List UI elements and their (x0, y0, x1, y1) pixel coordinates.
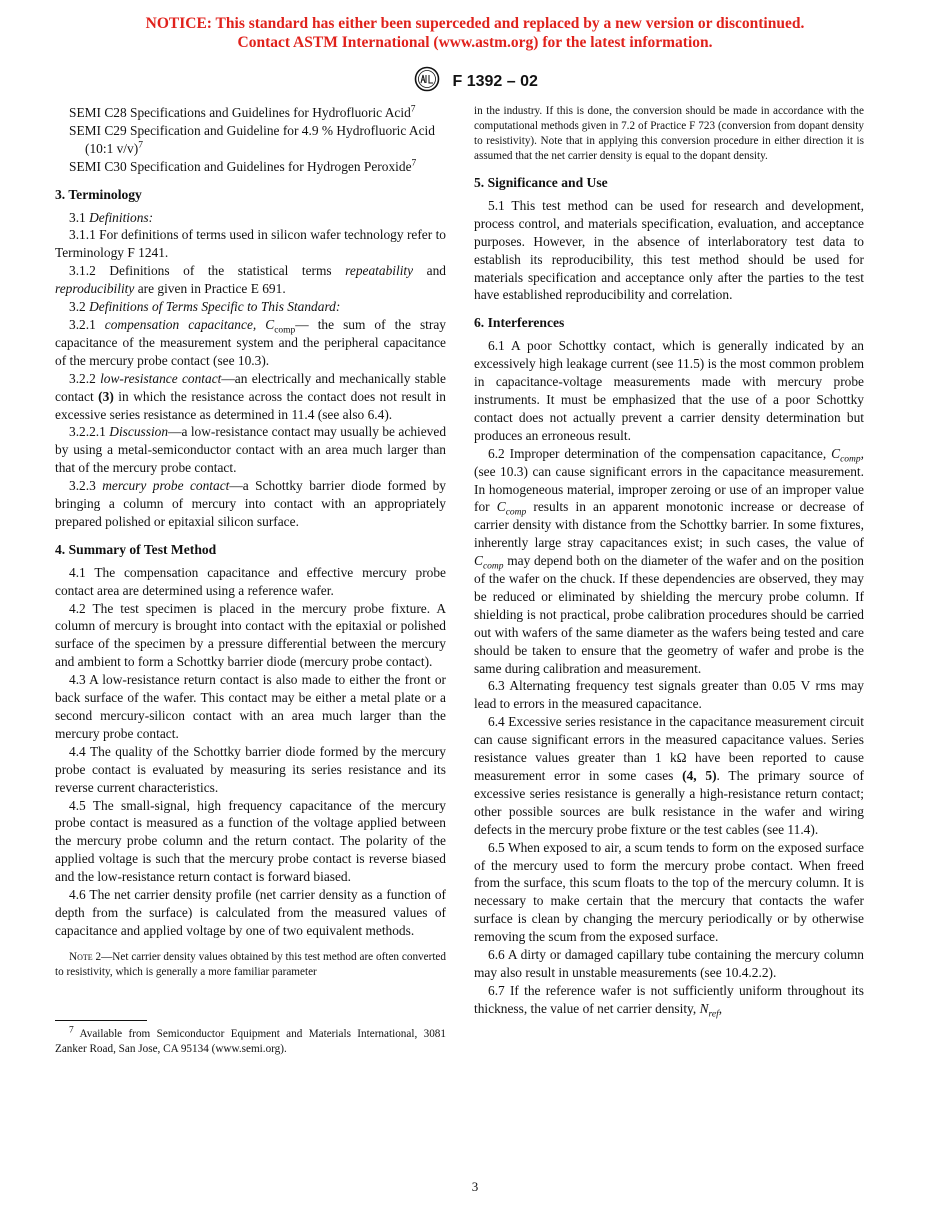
section-heading-interferences: 6. Interferences (474, 315, 565, 331)
paragraph-3-1-2: 3.1.2 Definitions of the statistical terms repeatability and reproducibility are given in Practice E 691. (55, 263, 446, 297)
paragraph-4-2: 4.2 The test specimen is placed in the mercury probe fixture. A column of mercury is brought into contact with the epitaxial or polished surface of the specimen by a pressure differential between the mercury and ambient to form a Schottky barrier diode (mercury probe contact). (55, 600, 446, 670)
paragraph-4-4: 4.4 The quality of the Schottky barrier diode formed by the mercury probe contact is evaluated by measuring its series resistance and its reverse current characteristics. (55, 743, 446, 795)
paragraph-6-1: 6.1 A poor Schottky contact, which is generally indicated by an excessively high leakage current (see 11.5) is the most common problem in capacitance-voltage measurements made with mercury probe instruments. It must be emphasized that the use of a poor Schottky contact does not actually prevent a carrier density determination but produces an erroneous result. (474, 338, 864, 443)
left-column (55, 104, 446, 1057)
section-heading-terminology: 3. Terminology (55, 186, 142, 202)
paragraph-4-6: 4.6 The net carrier density profile (net carrier density as a function of depth from the surface) is calculated from the measured values of capacitance and applied voltage by one of two equivalent methods. (55, 887, 446, 938)
paragraph-3-2-2-1: 3.2.2.1 Discussion—a low-resistance contact may usually be achieved by using a metal-semiconductor contact with an area much larger than that of the mercury probe contact. (55, 424, 447, 476)
reference-item: SEMI C28 Specifications and Guidelines for Hydrofluoric Acid$^7$ (69, 104, 416, 120)
paragraph-4-3: 4.3 A low-resistance return contact is also made to either the front or back surface of the wafer. This contact may be either a metal plate or a second mercury-silicon contact with an area much larger than the mercury probe contact. (55, 672, 446, 741)
paragraph-3-2-1: 3.2.1 compensation capacitance, $C_{comp}—$ the sum of the stray capacitance of the measurement system and the peripheral capacitance of the mercury probe contact (see 10.3). (55, 316, 446, 368)
standard-designation: F 1392 – 02 (452, 72, 538, 90)
document-header (0, 66, 950, 97)
paragraph-3-2-2: 3.2.2 low-resistance contact—an electrically and mechanically stable contact (3) in which the resistance across the contact does not result in excessive series resistance as determined in 11.4 (see also 6.4). (55, 370, 446, 422)
paragraph-6-6: 6.6 A dirty or damaged capillary tube containing the mercury column may also result in unstable measurements (see 10.4.2.2). (474, 947, 864, 980)
page-number: 3 (471, 1179, 479, 1194)
footnote-7: $^7$ Available from Semiconductor Equipment and Materials International, 3081 Zanker Road, San Jose, CA 95134 (www.semi.org). (55, 1025, 446, 1055)
paragraph-3-1-1: 3.1.1 For definitions of terms used in silicon wafer technology refer to Terminology F 1241. (55, 227, 446, 261)
paragraph-3-2: 3.2 Definitions of Terms Specific to This Standard: (69, 299, 341, 315)
paragraph-4-5: 4.5 The small-signal, high frequency capacitance of the mercury probe contact is measured as a function of the voltage applied between the mercury probe column and the return contact. The polarity of the applied voltage is such that the mercury probe contact is reverse biased and the low-resistance return contact is forward biased. (55, 797, 446, 885)
astm-logo-icon (412, 66, 442, 97)
notice-line-1: NOTICE: This standard has either been superceded and replaced by a new version or discontinued. (145, 15, 805, 32)
paragraph-4-1: 4.1 The compensation capacitance and effective mercury probe contact area are determined using a reference wafer. (55, 564, 446, 598)
note-2-continued: in the industry. If this is done, the conversion should be made in accordance with the computational methods given in 7.2 of Practice F 723 (conversion from dopant density to resistivity). Note that in applying this conversion procedure in either direction it is assumed that the net carrier density is equal to the dopant density. (474, 105, 864, 162)
footnote-divider (55, 1020, 147, 1021)
section-heading-summary: 4. Summary of Test Method (55, 541, 217, 557)
reference-item: SEMI C30 Specification and Guidelines for Hydrogen Peroxide$^7$ (69, 158, 417, 174)
paragraph-3-1: 3.1 Definitions: (69, 209, 154, 225)
right-column (474, 104, 864, 1018)
paragraph-6-7: 6.7 If the reference wafer is not sufficiently uniform throughout its thickness, the value of net carrier density, $N_{ref}$, (474, 982, 864, 1020)
note-2: Note 2—Net carrier density values obtained by this test method are often converted to resistivity, which is generally a more familiar parameter (55, 950, 446, 978)
paragraph-3-2-3: 3.2.3 mercury probe contact—a Schottky barrier diode formed by bringing a column of mercury into contact with an appropriately prepared polished or epitaxial silicon surface. (55, 478, 446, 529)
paragraph-6-3: 6.3 Alternating frequency test signals greater than 0.05 V rms may lead to errors in the measured capacitance. (474, 678, 864, 712)
notice-banner (0, 14, 950, 52)
paragraph-6-5: 6.5 When exposed to air, a scum tends to form on the exposed surface of the mercury used to form the mercury probe contact. When freed from the surface, this scum floats to the top of the mercury column. It is necessary to make certain that the mercury that contacts the wafer surface is clean by changing the mercury periodically or by otherwise removing the scum from the exposed surface. (474, 839, 864, 945)
notice-line-2: Contact ASTM International (www.astm.org) for the latest information. (237, 34, 713, 51)
paragraph-5-1: 5.1 This test method can be used for research and development, process control, and materials specification, evaluation, and acceptance purposes. However, in the absence of interlaboratory test data to establish its reproducibility, this test method should be used for materials specification and acceptance only after the parties to the test have established reproducibility and correlation. (474, 197, 864, 303)
paragraph-6-4: 6.4 Excessive series resistance in the capacitance measurement circuit can cause significant errors in the measured capacitance values. Series resistance values greater than 1 kΩ have been reported to cause measurement error in some cases (4, 5). The primary source of excessive series resistance is generally a high-resistance return contact; other possible sources are bulk resistance in the wafer and wiring defects in the mercury probe fixture or the test cables (see 11.4). (474, 714, 864, 837)
section-heading-significance: 5. Significance and Use (474, 175, 608, 190)
reference-item: SEMI C29 Specification and Guideline for 4.9 % Hydrofluoric Acid (10:1 v/v)$^7$ (69, 122, 435, 156)
paragraph-6-2: 6.2 Improper determination of the compensation capacitance, $C_{comp}$, (see 10.3) can cause significant errors in the capacitance measurement. In homogeneous material, improper zeroing or use of an improper value for $C_{comp}$ results in an apparent monotonic increase or decrease of carrier density with distance from the Schottky barrier. In some fixtures, inherently large stray capacitances exist; in such cases, the value of $C_{comp}$ may depend both on the diameter of the wafer and on the position of the wafer on the chuck. If these dependencies are observed, they may be reduced or eliminated by shielding the mercury probe column. If shielding is not practical, probe calibration procedures should be carried out with wafers of the same diameter as the wafers being tested and care should be taken to ensure that the geometry of wafer and probe is the same during calibration and measurement. (474, 445, 864, 676)
